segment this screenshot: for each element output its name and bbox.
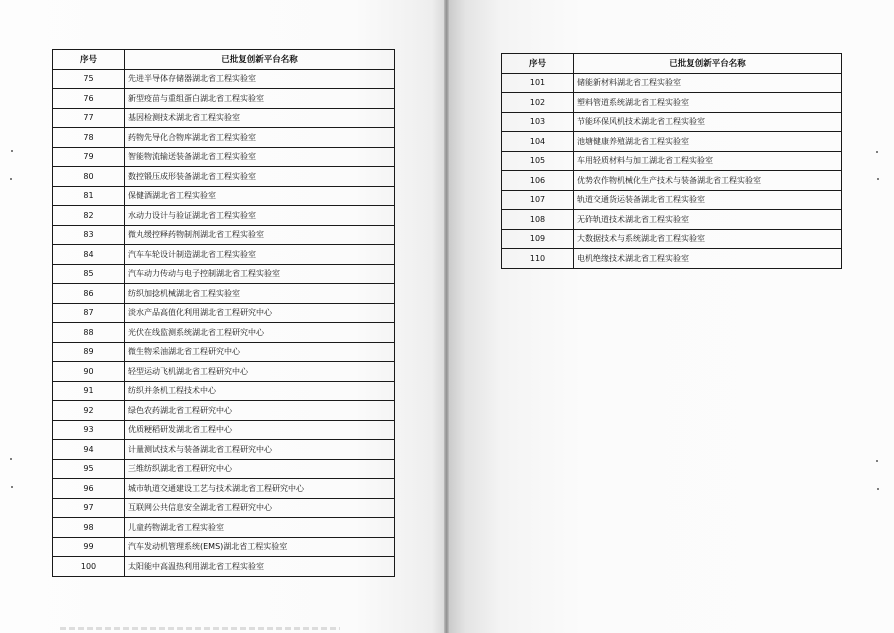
row-index: 84 bbox=[53, 245, 125, 265]
scan-speck bbox=[877, 488, 879, 490]
scan-speck bbox=[876, 460, 878, 462]
row-platform-name: 新型疫苗与重组蛋白湖北省工程实验室 bbox=[125, 89, 395, 109]
table-row bbox=[53, 206, 395, 226]
table-row bbox=[502, 93, 842, 113]
row-platform-name: 互联网公共信息安全湖北省工程研究中心 bbox=[125, 498, 395, 518]
row-index: 110 bbox=[502, 249, 574, 269]
platform-table-left bbox=[52, 49, 395, 577]
row-platform-name: 儿童药物湖北省工程实验室 bbox=[125, 518, 395, 538]
table-row bbox=[53, 108, 395, 128]
row-index: 105 bbox=[502, 151, 574, 171]
row-index: 75 bbox=[53, 69, 125, 89]
table-row bbox=[502, 73, 842, 93]
header-platform-name: 已批复创新平台名称 bbox=[574, 54, 842, 74]
row-platform-name: 基因检测技术湖北省工程实验室 bbox=[125, 108, 395, 128]
table-row bbox=[502, 132, 842, 152]
row-platform-name: 药物先导化合物库湖北省工程实验室 bbox=[125, 128, 395, 148]
row-index: 79 bbox=[53, 147, 125, 167]
row-index: 99 bbox=[53, 537, 125, 557]
scan-speck bbox=[877, 178, 879, 180]
table-row bbox=[502, 229, 842, 249]
row-platform-name: 优势农作物机械化生产技术与装备湖北省工程实验室 bbox=[574, 171, 842, 191]
table-row bbox=[53, 420, 395, 440]
scan-speck bbox=[11, 486, 13, 488]
table-row bbox=[53, 303, 395, 323]
row-index: 78 bbox=[53, 128, 125, 148]
row-platform-name: 池塘健康养殖湖北省工程实验室 bbox=[574, 132, 842, 152]
row-platform-name: 大数据技术与系统湖北省工程实验室 bbox=[574, 229, 842, 249]
table-row bbox=[53, 479, 395, 499]
table-row bbox=[53, 89, 395, 109]
row-platform-name: 智能物流输送装备湖北省工程实验室 bbox=[125, 147, 395, 167]
table-header-row bbox=[53, 50, 395, 70]
row-index: 102 bbox=[502, 93, 574, 113]
table-row bbox=[53, 264, 395, 284]
scan-speck bbox=[10, 458, 12, 460]
table-row bbox=[502, 112, 842, 132]
row-platform-name: 计量测试技术与装备湖北省工程研究中心 bbox=[125, 440, 395, 460]
row-platform-name: 汽车车轮设计制造湖北省工程实验室 bbox=[125, 245, 395, 265]
row-index: 109 bbox=[502, 229, 574, 249]
table-row bbox=[53, 186, 395, 206]
table-row bbox=[502, 171, 842, 191]
row-platform-name: 纺织加捻机械湖北省工程实验室 bbox=[125, 284, 395, 304]
row-platform-name: 纺织并条机工程技术中心 bbox=[125, 381, 395, 401]
row-platform-name: 节能环保风机技术湖北省工程实验室 bbox=[574, 112, 842, 132]
row-platform-name: 轨道交通货运装备湖北省工程实验室 bbox=[574, 190, 842, 210]
table-row bbox=[53, 440, 395, 460]
row-platform-name: 数控锻压成形装备湖北省工程实验室 bbox=[125, 167, 395, 187]
row-index: 89 bbox=[53, 342, 125, 362]
row-platform-name: 太阳能中高温热利用湖北省工程实验室 bbox=[125, 557, 395, 577]
row-index: 101 bbox=[502, 73, 574, 93]
table-row bbox=[53, 284, 395, 304]
table-body-right bbox=[502, 73, 842, 268]
row-index: 83 bbox=[53, 225, 125, 245]
row-index: 91 bbox=[53, 381, 125, 401]
table-row bbox=[53, 323, 395, 343]
table-header-row bbox=[502, 54, 842, 74]
row-index: 85 bbox=[53, 264, 125, 284]
header-index: 序号 bbox=[53, 50, 125, 70]
row-index: 100 bbox=[53, 557, 125, 577]
row-index: 92 bbox=[53, 401, 125, 421]
row-platform-name: 轻型运动飞机湖北省工程研究中心 bbox=[125, 362, 395, 382]
row-index: 95 bbox=[53, 459, 125, 479]
row-platform-name: 优质粳稻研发湖北省工程中心 bbox=[125, 420, 395, 440]
row-platform-name: 三维纺织湖北省工程研究中心 bbox=[125, 459, 395, 479]
table-row bbox=[53, 518, 395, 538]
table-row bbox=[53, 557, 395, 577]
bleed-through-text bbox=[60, 627, 340, 630]
table-row bbox=[53, 381, 395, 401]
table-row bbox=[53, 401, 395, 421]
table-row bbox=[502, 151, 842, 171]
table-row bbox=[53, 537, 395, 557]
scan-speck bbox=[876, 151, 878, 153]
row-platform-name: 储能新材料湖北省工程实验室 bbox=[574, 73, 842, 93]
row-index: 106 bbox=[502, 171, 574, 191]
row-index: 97 bbox=[53, 498, 125, 518]
row-index: 94 bbox=[53, 440, 125, 460]
row-platform-name: 微丸缓控释药物制剂湖北省工程实验室 bbox=[125, 225, 395, 245]
row-index: 98 bbox=[53, 518, 125, 538]
platform-table-right bbox=[501, 53, 842, 269]
row-index: 90 bbox=[53, 362, 125, 382]
row-index: 93 bbox=[53, 420, 125, 440]
table-row bbox=[53, 167, 395, 187]
table-row bbox=[53, 69, 395, 89]
row-platform-name: 汽车发动机管理系统(EMS)湖北省工程实验室 bbox=[125, 537, 395, 557]
row-platform-name: 无砟轨道技术湖北省工程实验室 bbox=[574, 210, 842, 230]
row-platform-name: 先进半导体存储器湖北省工程实验室 bbox=[125, 69, 395, 89]
table-row bbox=[53, 362, 395, 382]
row-platform-name: 微生物采油湖北省工程研究中心 bbox=[125, 342, 395, 362]
row-index: 87 bbox=[53, 303, 125, 323]
header-platform-name: 已批复创新平台名称 bbox=[125, 50, 395, 70]
row-index: 88 bbox=[53, 323, 125, 343]
table-row bbox=[53, 147, 395, 167]
row-platform-name: 光伏在线监测系统湖北省工程研究中心 bbox=[125, 323, 395, 343]
table-row bbox=[53, 498, 395, 518]
row-platform-name: 绿色农药湖北省工程研究中心 bbox=[125, 401, 395, 421]
row-index: 103 bbox=[502, 112, 574, 132]
row-index: 80 bbox=[53, 167, 125, 187]
table-row bbox=[502, 190, 842, 210]
row-index: 86 bbox=[53, 284, 125, 304]
table-row bbox=[53, 225, 395, 245]
row-platform-name: 保健酒湖北省工程实验室 bbox=[125, 186, 395, 206]
table-row bbox=[502, 210, 842, 230]
scan-speck bbox=[10, 178, 12, 180]
table-row bbox=[53, 128, 395, 148]
row-index: 77 bbox=[53, 108, 125, 128]
row-index: 81 bbox=[53, 186, 125, 206]
row-platform-name: 车用轻质材料与加工湖北省工程实验室 bbox=[574, 151, 842, 171]
row-index: 104 bbox=[502, 132, 574, 152]
row-index: 96 bbox=[53, 479, 125, 499]
book-spine bbox=[444, 0, 449, 633]
row-platform-name: 汽车动力传动与电子控制湖北省工程实验室 bbox=[125, 264, 395, 284]
row-index: 76 bbox=[53, 89, 125, 109]
header-index: 序号 bbox=[502, 54, 574, 74]
row-index: 108 bbox=[502, 210, 574, 230]
table-row bbox=[53, 342, 395, 362]
row-platform-name: 水动力设计与验证湖北省工程实验室 bbox=[125, 206, 395, 226]
table-row bbox=[53, 459, 395, 479]
scan-speck bbox=[11, 150, 13, 152]
row-platform-name: 塑料管道系统湖北省工程实验室 bbox=[574, 93, 842, 113]
row-platform-name: 电机绝缘技术湖北省工程实验室 bbox=[574, 249, 842, 269]
table-row bbox=[53, 245, 395, 265]
row-platform-name: 城市轨道交通建设工艺与技术湖北省工程研究中心 bbox=[125, 479, 395, 499]
table-body-left bbox=[53, 69, 395, 576]
row-index: 107 bbox=[502, 190, 574, 210]
table-row bbox=[502, 249, 842, 269]
row-platform-name: 淡水产品高值化利用湖北省工程研究中心 bbox=[125, 303, 395, 323]
row-index: 82 bbox=[53, 206, 125, 226]
